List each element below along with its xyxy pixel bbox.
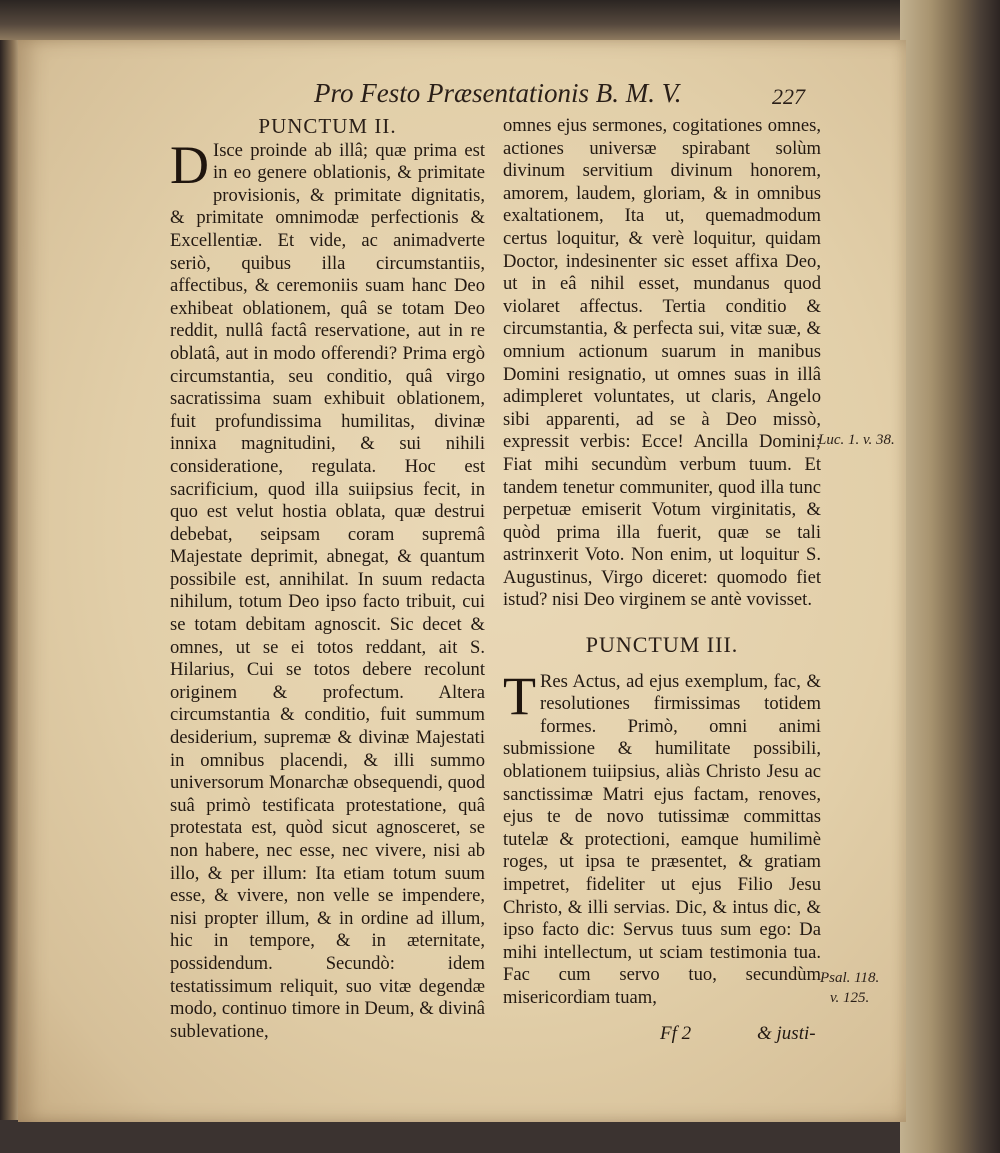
right-column <box>503 115 821 1010</box>
margin-note-psalm-verse: v. 125. <box>830 990 870 1006</box>
right-body-text-1: omnes ejus sermones, cogitationes omnes, actiones universæ spirabant solùm divinum servitium divinum honorem, amorem, laudem, gloriam, & in omnibus exaltationem, Ita ut, quemadmodum certus loquitur, & verè loquitur, quidam Doctor, indesinenter sic esset affixa Deo, ut in eâ nihil esset, mundanus quod violaret affectus. Tertia conditio & circumstantia, & perfecta sui, vitæ suæ, & omnium actionum suarum in manibus Domini resignatio, ut omnes suas in illâ adimpleret voluntates, ut claris, Angelo sibi apparenti, ad se à Deo missò, expressit verbis: Ecce! Ancilla Domini; Fiat mihi secundùm verbum tuum. Et tandem tenetur communiter, quod illa tunc perpetuæ emiserit Votum virginitatis, & quòd prima illa fuerit, quæ se tali astrinxerit Voto. Non enim, ut loquitur S. Augustinus, Virgo diceret: quomodo fiet istud? nisi Deo virginem se antè vovisset. <box>503 115 821 611</box>
margin-note-psalm: Psal. 118. <box>820 970 880 986</box>
left-column <box>170 115 485 1043</box>
drop-cap-t: T <box>503 665 536 726</box>
running-title: Pro Festo Præsentationis B. M. V. <box>314 78 682 108</box>
right-column-text-2 <box>503 665 821 1010</box>
page-number: 227 <box>772 84 805 109</box>
book-page-edges <box>900 0 1000 1153</box>
section-heading-punctum-ii: PUNCTUM II. <box>258 114 397 138</box>
left-column-text <box>170 134 485 1044</box>
drop-cap-d: D <box>170 134 209 195</box>
margin-note-luke: Luc. 1. v. 38. <box>818 432 895 448</box>
catchword: & justi- <box>757 1023 816 1044</box>
book-top-edge <box>0 0 1000 44</box>
right-body-text-2: Res Actus, ad ejus exemplum, fac, & resolutiones firmissimas totidem formes. Primò, omni animi submissione & humilitate possibili, oblationem tuiipsius, aliàs Christo Jesu ac sanctissimæ Matri ejus factam, renoves, ejus te de novo tutissimæ committas tutelæ & protectioni, eamque humilimè roges, ut ipsa te præsentet, & gratiam impetret, fideliter ut ejus Filio Jesu Christo, & illi servias. Dic, & intus dic, & ipso facto dic: Servus tuus sum ego: Da mihi intellectum, ut sciam testimonia tua. Fac cum servo tuo, secundùm misericordiam tuam, <box>503 670 821 1008</box>
left-body-text: Isce proinde ab illâ; quæ prima est in eo genere oblationis, & primitate provisionis, & primitate dignitatis, & primitate omnimodæ perfectionis & Excellentiæ. Et vide, ac animadverte seriò, quibus illa circumstantiis, affectibus, & ceremoniis suam hanc Deo exhibeat oblationem, quâ se totam Deo reddit, nullâ factâ reservatione, aut in re oblatâ, aut in modo offerendi? Prima ergò circumstantia, seu conditio, quâ virgo sacratissima suam exhibuit oblationem, fuit profundissima humilitas, divinæ innixa magnitudini, & sui nihili consideratione, regulata. Hoc est sacrificium, quod illa suiipsius fecit, in quo est velut hostia oblata, quæ destrui debebat, seipsam coram supremâ Majestate deprimit, abnegat, & quantum possibile est, annihilat. In suum redacta nihilum, totum Deo ipso facto tribuit, cui se totam debitam agnoscit. Sic decet & omnes, ut se ei totos reddant, ait S. Hilarius, Cui se totos debere recolunt originem & profectum. Altera circumstantia & conditio, fuit summum desiderium, supremæ & divinæ Majestati in omnibus placendi, & illi summo universorum Monarchæ obsequendi, quod suâ primò testificata protestatione, quâ protestata est, quòd sicut agnosceret, se non habere, nec esse, nec vivere, nisi ab illo, & per illum: Ita etiam totum suum esse, & vivere, non velle se impendere, nisi propter illum, & in ordine ad illum, hic in tempore, & in æternitate, possidendum. Secundò: idem testatissimum reliquit, suo vitæ degendæ modo, continuo timore in Deum, & divinâ sublevatione, <box>170 139 485 1042</box>
section-heading-punctum-iii: PUNCTUM III. <box>585 632 739 658</box>
signature-mark: Ff 2 <box>660 1023 692 1044</box>
